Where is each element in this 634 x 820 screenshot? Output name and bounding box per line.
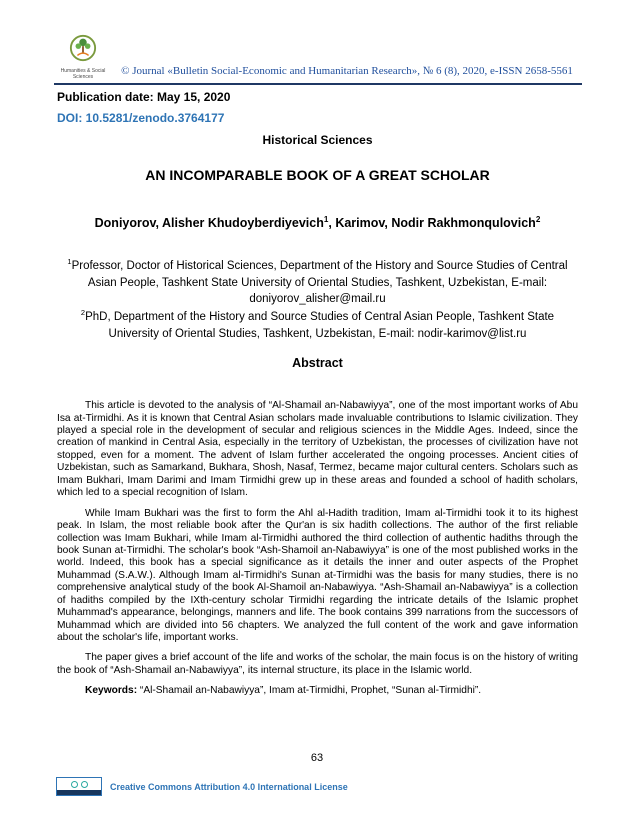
license-row (56, 777, 348, 796)
journal-header (54, 34, 582, 85)
affiliation-1 (57, 257, 578, 308)
journal-header-row (54, 34, 582, 83)
affiliations-block (57, 257, 578, 342)
creative-commons-badge-icon (56, 777, 102, 796)
abstract-paragraph-3: The paper gives a brief account of the life and works of the scholar, the main focus is on the history of writing the book of “Ash-Shamail an-Nabawiyya”, its internal structure, its place in the Islamic world. (57, 652, 578, 676)
author-2-sup: 2 (535, 215, 541, 224)
section-heading: Historical Sciences (262, 133, 373, 147)
authors-separator: , (328, 216, 336, 231)
author-2-name: Karimov, Nodir Rakhmonqulovich (335, 216, 536, 231)
author-1-sup: 1 (323, 215, 329, 224)
article-title: AN INCOMPARABLE BOOK OF A GREAT SCHOLAR (145, 167, 490, 183)
cc-badge-band (57, 790, 101, 795)
keywords-label: Keywords: (85, 685, 140, 697)
abstract-heading: Abstract (292, 356, 343, 371)
abstract-paragraph-2: While Imam Bukhari was the first to form the Ahl al-Hadith tradition, Imam al-Tirmidhi took it to its highest peak. In Islam, the most reliable book after the Qur'an is six hadith collections. The author of the first reliable collection was Imam Bukhari, while Imam al-Tirmidhi authored the third collection of authentic hadiths through the book Sunan at-Tirmidhi. The scholar's book “Ash-Shamoil an-Nabawiyya” is one of the most published works in the world. Indeed, this book has a special significance as it details the inner and outer aspects of the Prophet Muhammad (S.A.W.). Although Imam al-Tirmidhi's Sunan at-Tirmidhi was the basis for many studies, there is no comprehensive analytical study of the book Al-Shamoil an-Nabawiyya. “Ash-Shamail an-Nabawiyya” is a collection of hadiths compiled by the IXth-century scholar Tirmidhi regarding the intricate details of the Islamic prophet Muhammad's appearance, belongings, manners and life. The book contains 399 narrations from the successors of Muhammad which are divided into 56 chapters. We analyzed the full content of the work and gave information about the scholar's life, important works. (57, 507, 578, 644)
publication-date: Publication date: May 15, 2020 (57, 90, 231, 104)
affiliation-1-text: Professor, Doctor of Historical Sciences, Department of the History and Source Studies of Central Asian People, Tashkent State University of Oriental Studies, Tashkent, Uzbekistan, E-mail: doniyorov_alisher@mail.ru (71, 259, 568, 306)
author-1-name: Doniyorov, Alisher Khudoyberdiyevich (94, 216, 324, 231)
affiliation-2 (57, 308, 578, 342)
page-number: 63 (310, 752, 324, 764)
doi-link[interactable]: DOI: 10.5281/zenodo.3764177 (57, 111, 225, 125)
authors-line (57, 215, 578, 230)
journal-logo-icon (69, 34, 97, 62)
cc-circle-icon (71, 781, 78, 788)
affiliation-2-text: PhD, Department of the History and Source Studies of Central Asian People, Tashkent State University of Oriental Studies, Tashkent, Uzbekistan, E-mail: nodir-karimov@list.ru (85, 310, 555, 340)
abstract-paragraph-1: This article is devoted to the analysis of “Al-Shamail an-Nabawiyya”, one of the most important works of Abu Isa at-Tirmidhi. As it is known that Central Asian scholars made invaluable contributions to Islamic civilization. They played a special role in the development of secular and religious sciences in the Middle Ages. Indeed, since the creation of mankind in Central Asia, especially in the territory of Uzbekistan, the processes of civilization have not stopped, even for a moment. The advent of Islam further accelerated the ongoing processes. Ancient cities of Uzbekistan, such as Samarkand, Bukhara, Shosh, Nasaf, Termez, became major cultural centers. Scholars such as Imam Bukhari, Imam Darimi and Imam Tirmidhi grew up in these areas and founded a school of hadith scholars, which led to a special recognition of Islam. (57, 400, 578, 499)
journal-logo-caption: Humanities & Social Sciences (60, 68, 106, 81)
affiliation-1-sup: 1 (67, 257, 72, 267)
cc-circle-icon (81, 781, 88, 788)
cc-circles (57, 778, 101, 790)
article-content (57, 90, 578, 706)
keywords-text: “Al-Shamail an-Nabawiyya”, Imam at-Tirmidhi, Prophet, “Sunan al-Tirmidhi”. (139, 685, 482, 697)
keywords-line (57, 685, 578, 697)
license-link[interactable]: Creative Commons Attribution 4.0 International License (110, 781, 348, 792)
journal-title-line: © Journal «Bulletin Social-Economic and Humanitarian Research», № 6 (8), 2020, e-ISSN 2658-5561 (121, 64, 573, 77)
affiliation-2-sup: 2 (80, 308, 86, 317)
journal-logo (54, 34, 112, 83)
